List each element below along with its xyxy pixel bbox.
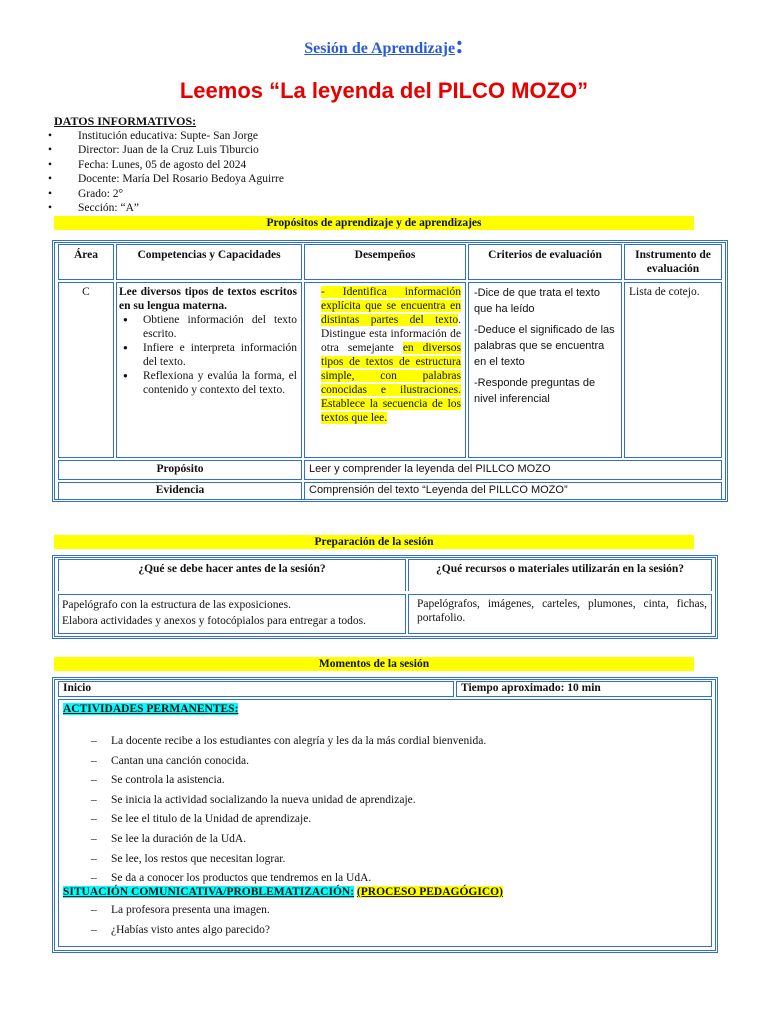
preparacion-a1-line: Papelógrafo con la estructura de las exposiciones. [62, 599, 291, 611]
actividades-heading: ACTIVIDADES PERMANENTES: [63, 703, 239, 715]
preparacion-bar: Preparación de la sesión [54, 535, 694, 549]
main-title: Leemos “La leyenda del PILCO MOZO” [179, 78, 589, 103]
cell-criterios [468, 282, 622, 458]
datos-informativos [52, 114, 284, 215]
actividad-item: – Se da a conocer los productos que tendremos en la UdA. [63, 871, 709, 883]
datos-item-seccion: • Sección: “A” [52, 201, 284, 215]
proposito-value: Leer y comprender la leyenda del PILLCO MOZO [304, 460, 722, 480]
preparacion-a2: Papelógrafos, imágenes, carteles, plumones, cinta, fichas, portafolio. [408, 594, 712, 634]
datos-list [52, 129, 284, 215]
actividades-list [63, 734, 709, 883]
cell-instrumento: Lista de cotejo. [624, 282, 722, 458]
header-criterios: Criterios de evaluación [468, 244, 622, 280]
datos-item-fecha: • Fecha: Lunes, 05 de agosto del 2024 [52, 158, 284, 172]
datos-item-grado: • Grado: 2° [52, 187, 284, 201]
datos-item-docente: • Docente: María Del Rosario Bedoya Aguirre [52, 172, 284, 186]
datos-item-institucion: • Institución educativa: Supte- San Jorge [52, 129, 284, 143]
actividad-item: – Se inicia la actividad socializando la nueva unidad de aprendizaje. [63, 793, 709, 813]
criterio-item: -Responde preguntas de nivel inferencial [474, 377, 596, 405]
evidencia-value: Comprensión del texto “Leyenda del PILLCO MOZO” [304, 482, 722, 500]
tiempo-label: Tiempo aproximado: 10 min [456, 681, 712, 697]
header-area: Área [58, 244, 114, 280]
preparacion-a1 [58, 594, 406, 634]
inicio-label: Inicio [58, 681, 454, 697]
desempeno-plain: . Distingue esta información de otra semejante [321, 314, 461, 354]
situacion-heading: SITUACIÓN COMUNICATIVA/PROBLEMATIZACIÓN: [63, 886, 355, 899]
proposito-label: Propósito [58, 460, 302, 480]
competencia-text: Lee diversos tipos de textos escritos en su lengua materna. [119, 286, 297, 312]
situacion-item: – La profesora presenta una imagen. [63, 903, 709, 923]
situacion-item: – ¿Habías visto antes algo parecido? [63, 923, 709, 943]
preparacion-a1-line: Elabora actividades y anexos y fotocópialos para entregar a todos. [62, 615, 366, 627]
propositos-bar: Propósitos de aprendizaje y de aprendizajes [54, 216, 694, 230]
criterio-item: -Dice de que trata el texto que ha leído [474, 287, 600, 315]
actividad-item: – La docente recibe a los estudiantes con alegría y les da la más cordial bienvenida. [63, 734, 709, 754]
cell-desempenos [304, 282, 466, 458]
header-competencias: Competencias y Capacidades [116, 244, 302, 280]
actividad-item: – Se controla la asistencia. [63, 773, 709, 793]
capacidades-list [119, 313, 297, 397]
actividad-item: – Se lee el titulo de la Unidad de aprendizaje. [63, 812, 709, 832]
cell-competencias [116, 282, 302, 458]
session-title: Sesión de Aprendizaje: [304, 30, 464, 59]
momentos-bar: Momentos de la sesión [54, 657, 694, 671]
header-desempenos: Desempeños [304, 244, 466, 280]
situacion-list [63, 903, 709, 942]
desempeno-highlight-1: - Identifica información explícita que se encuentra en distintas partes del texto [321, 286, 461, 326]
datos-heading: DATOS INFORMATIVOS: [54, 114, 197, 128]
actividad-item: – Se lee, los restos que necesitan lograr. [63, 852, 709, 872]
actividad-item: – Cantan una canción conocida. [63, 754, 709, 774]
preparacion-q1: ¿Qué se debe hacer antes de la sesión? [58, 559, 406, 591]
desempeno-highlight-2: en diversos tipos de textos de estructura simple, con palabras conocidas e ilustraciones. Establece la secuencia de los textos que lee. [321, 342, 461, 424]
momentos-content [58, 699, 712, 947]
header-instrumento: Instrumento de evaluación [624, 244, 722, 280]
desempeno-text [321, 285, 461, 425]
criterio-item: -Deduce el significado de las palabras que se encuentra en el texto [474, 324, 615, 368]
proceso-label: (PROCESO PEDAGÓGICO) [356, 886, 503, 899]
preparacion-q2: ¿Qué recursos o materiales utilizarán en la sesión? [408, 559, 712, 591]
datos-item-director: • Director: Juan de la Cruz Luis Tiburcio [52, 143, 284, 157]
capacidad-item: ● Infiere e interpreta información del texto. [119, 341, 297, 369]
capacidad-item: ● Obtiene información del texto escrito. [119, 313, 297, 341]
actividad-item: – Se lee la duración de la UdA. [63, 832, 709, 852]
capacidad-item: ● Reflexiona y evalúa la forma, el contenido y contexto del texto. [119, 369, 297, 397]
cell-area: C [58, 282, 114, 458]
evidencia-label: Evidencia [58, 482, 302, 500]
